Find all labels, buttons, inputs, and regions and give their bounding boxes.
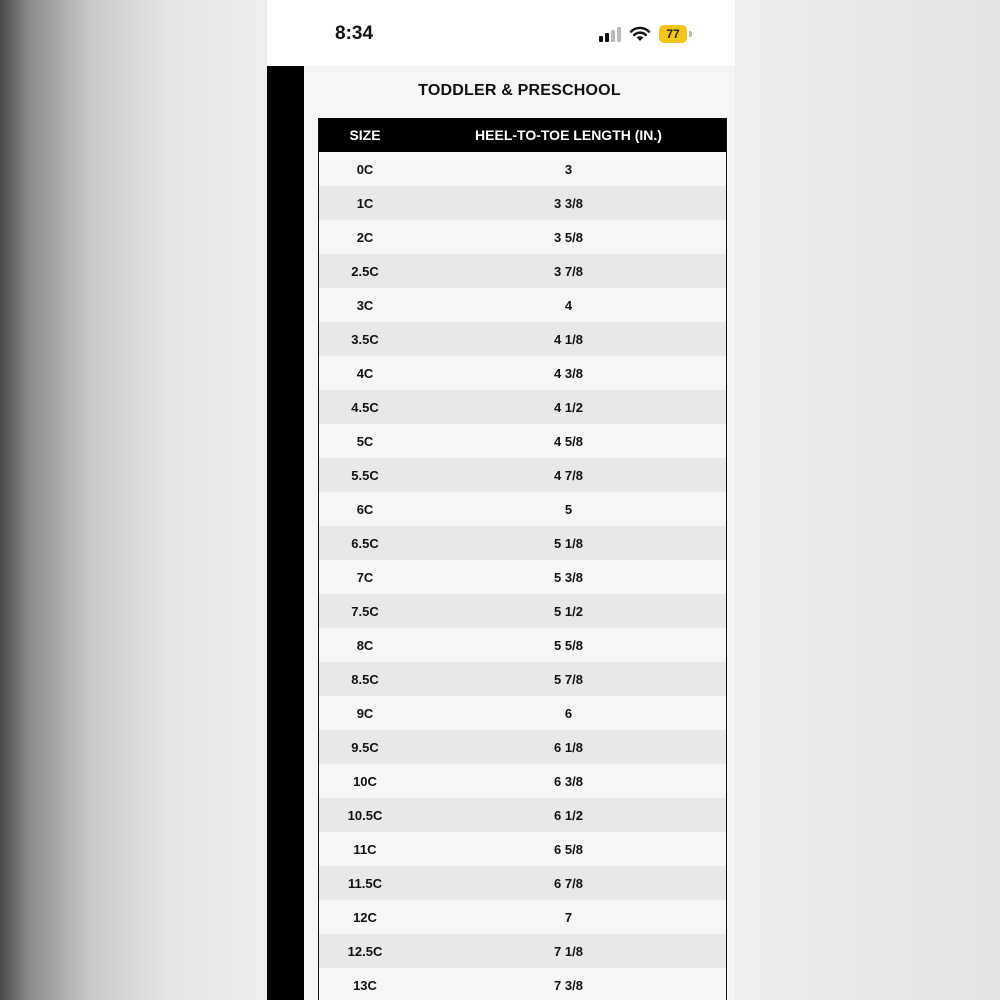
length-cell: 3 5/8	[554, 229, 583, 245]
size-cell: 0C	[356, 161, 374, 177]
size-cell: 2.5C	[351, 263, 379, 279]
cellular-signal-icon	[599, 26, 623, 42]
table-row	[319, 696, 726, 730]
size-table	[318, 118, 727, 1000]
left-edge-bar	[267, 66, 304, 1000]
size-cell: 5.5C	[351, 467, 379, 483]
table-row	[319, 322, 726, 356]
status-bar	[267, 0, 735, 66]
size-cell: 11C	[353, 841, 377, 857]
length-cell: 3 3/8	[554, 195, 583, 211]
size-cell: 10.5C	[347, 807, 383, 823]
length-cell: 4 3/8	[554, 365, 583, 381]
table-header	[319, 118, 726, 152]
table-row	[319, 152, 726, 186]
table-row	[319, 254, 726, 288]
header-length: HEEL-TO-TOE LENGTH (IN.)	[475, 127, 662, 143]
length-cell: 5 7/8	[554, 671, 583, 687]
size-cell: 13C	[353, 977, 377, 993]
length-cell: 5 3/8	[554, 569, 583, 585]
length-cell: 6	[564, 705, 573, 721]
table-row	[319, 968, 726, 1000]
length-cell: 3 7/8	[554, 263, 583, 279]
size-cell: 3.5C	[351, 331, 379, 347]
table-row	[319, 628, 726, 662]
table-row	[319, 186, 726, 220]
length-cell: 4 1/8	[554, 331, 583, 347]
size-cell: 10C	[353, 773, 377, 789]
size-chart-page	[267, 66, 735, 1000]
length-cell: 5 1/2	[554, 603, 583, 619]
length-cell: 5 5/8	[554, 637, 583, 653]
table-row	[319, 662, 726, 696]
table-row	[319, 594, 726, 628]
table-row	[319, 526, 726, 560]
size-cell: 12.5C	[347, 943, 383, 959]
table-row	[319, 390, 726, 424]
length-cell: 5 1/8	[554, 535, 583, 551]
battery-icon: 77	[659, 25, 687, 43]
phone-screen	[267, 0, 735, 1000]
size-cell: 7.5C	[351, 603, 379, 619]
table-row	[319, 900, 726, 934]
wifi-icon	[629, 25, 651, 42]
status-time: 8:34	[335, 23, 374, 44]
length-cell: 4 5/8	[554, 433, 583, 449]
table-body	[319, 152, 726, 1000]
size-cell: 2C	[356, 229, 374, 245]
size-cell: 3C	[356, 297, 374, 313]
table-row	[319, 934, 726, 968]
table-row	[319, 730, 726, 764]
chart-title: TODDLER & PRESCHOOL	[418, 82, 621, 99]
table-row	[319, 458, 726, 492]
size-cell: 7C	[356, 569, 374, 585]
table-row	[319, 356, 726, 390]
size-cell: 8.5C	[351, 671, 379, 687]
size-cell: 12C	[353, 909, 377, 925]
length-cell: 4 1/2	[554, 399, 583, 415]
header-size: SIZE	[349, 127, 381, 143]
length-cell: 6 5/8	[554, 841, 583, 857]
length-cell: 3	[564, 161, 573, 177]
length-cell: 4 7/8	[554, 467, 583, 483]
table-row	[319, 424, 726, 458]
table-row	[319, 220, 726, 254]
table-row	[319, 798, 726, 832]
length-cell: 6 1/8	[554, 739, 583, 755]
table-row	[319, 866, 726, 900]
size-cell: 11.5C	[348, 875, 382, 891]
length-cell: 7 1/8	[554, 943, 583, 959]
length-cell: 7	[564, 909, 573, 925]
table-row	[319, 288, 726, 322]
size-cell: 8C	[356, 637, 374, 653]
size-cell: 1C	[356, 195, 374, 211]
length-cell: 5	[564, 501, 573, 517]
table-row	[319, 492, 726, 526]
size-cell: 9.5C	[351, 739, 379, 755]
size-cell: 4C	[356, 365, 374, 381]
size-cell: 6.5C	[351, 535, 379, 551]
table-row	[319, 560, 726, 594]
size-cell: 9C	[356, 705, 374, 721]
table-row	[319, 764, 726, 798]
length-cell: 6 1/2	[554, 807, 583, 823]
length-cell: 7 3/8	[554, 977, 583, 993]
table-row	[319, 832, 726, 866]
size-cell: 6C	[356, 501, 374, 517]
length-cell: 4	[564, 297, 573, 313]
length-cell: 6 3/8	[554, 773, 583, 789]
size-cell: 5C	[356, 433, 374, 449]
length-cell: 6 7/8	[554, 875, 583, 891]
battery-cap	[689, 31, 692, 37]
size-cell: 4.5C	[351, 399, 379, 415]
